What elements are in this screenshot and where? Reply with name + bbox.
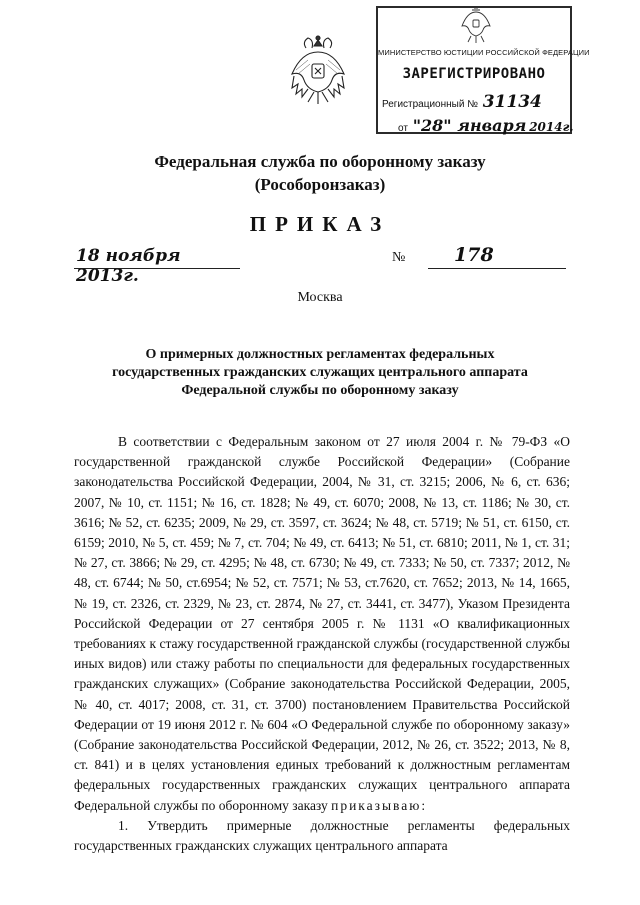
stamp-date-year: 2014г. xyxy=(529,120,574,134)
stamp-reg-number: 31134 xyxy=(482,92,542,112)
document-title-line-1: О примерных должностных регламентах федеральных xyxy=(145,347,495,362)
order-city: Москва xyxy=(297,290,343,305)
agency-name xyxy=(0,150,640,196)
document-title xyxy=(60,346,580,400)
order-number-label: № xyxy=(392,250,406,265)
stamp-date-handwritten: "28" января xyxy=(412,116,527,135)
stamp-date-row xyxy=(398,116,574,135)
paragraph-1-end: приказываю: xyxy=(331,797,428,813)
coat-of-arms-icon xyxy=(288,30,348,120)
registration-stamp xyxy=(376,6,590,135)
stamp-reg-number-row xyxy=(382,92,542,112)
paragraph-1-text: В соответствии с Федеральным законом от 27 июля 2004 г. № 79-ФЗ «О государственной гражданской службе Российской Федерации» (Собрание законодательства Российской Федерации, 2004, № 31, ст. 3215; 2006, № 6, ст. 636; 2007, № 10, ст. 1151; № 16, ст. 1828; № 49, ст. 6070; 2008, № 13, ст. 1186; № 30, ст. 3616; № 52, ст. 6235; 2009, № 29, ст. 3597, ст. 3624; № 48, ст. 5719; № 51, ст. 6150, ст. 6159; 2010, № 5, ст. 459; № 7, ст. 704; № 49, ст. 6413; № 51, ст. 6810; 2011, № 1, ст. 31; № 27, ст. 3866; № 29, ст. 4295; № 48, ст. 6730; № 49, ст. 7333; № 50, ст. 7337; 2012, № 48, ст. 6744; № 50, ст.6954; № 52, ст. 7571; № 53, ст.7620, ст. 7652; 2013, № 14, 1665, № 19, ст. 2326, ст. 2329, № 23, ст. 2874, № 27, ст. 3441, ст. 3477), Указом Президента Российской Федерации от 27 сентября 2005 г. № 1131 «О квалификационных требованиях к стажу государственной гражданской службы (государственной службы иных видов) или стажу работы по специальности для федеральных государственных гражданских служащих» (Собрание законодательства Российской Федерации, 2005, № 40, ст. 4017; 2008, ст. 31, ст. 3700) постановлением Правительства Российской Федерации от 19 июня 2012 г. № 604 «О Федеральной службе по оборонному заказу» (Собрание законодательства Российской Федерации, 2012, № 26, ст. 3522; 2013, № 8, ст. 841) и в целях установления единых требований к должностным регламентам федеральных государственных гражданских служащих центрального аппарата Федеральной службы по оборонному заказу xyxy=(74,434,570,813)
stamp-ministry: МИНИСТЕРСТВО ЮСТИЦИИ РОССИЙСКОЙ ФЕДЕРАЦИИ xyxy=(378,48,590,57)
agency-line-1: Федеральная служба по оборонному заказу xyxy=(154,152,486,171)
order-number: 178 xyxy=(454,244,494,266)
body-paragraph-2: 1. Утвердить примерные должностные регламенты федеральных государственных гражданских служащих центрального аппарата xyxy=(74,817,570,854)
agency-line-2: (Рособоронзаказ) xyxy=(254,175,386,194)
order-date-line xyxy=(74,246,240,286)
body-paragraph-1 xyxy=(74,432,570,816)
document-body xyxy=(74,432,570,856)
order-date: 18 ноября 2013г. xyxy=(76,246,181,286)
stamp-reg-number-label: Регистрационный № xyxy=(382,99,478,110)
stamp-registered: ЗАРЕГИСТРИРОВАНО xyxy=(402,66,546,82)
eagle-seal-icon xyxy=(456,6,496,46)
order-number-line xyxy=(428,246,566,269)
order-title: ПРИКАЗ xyxy=(249,212,391,236)
document-title-line-2: государственных гражданских служащих центрального аппарата xyxy=(112,365,528,380)
document-title-line-3: Федеральной службы по оборонному заказу xyxy=(181,383,459,398)
stamp-date-prefix: от xyxy=(398,123,408,134)
